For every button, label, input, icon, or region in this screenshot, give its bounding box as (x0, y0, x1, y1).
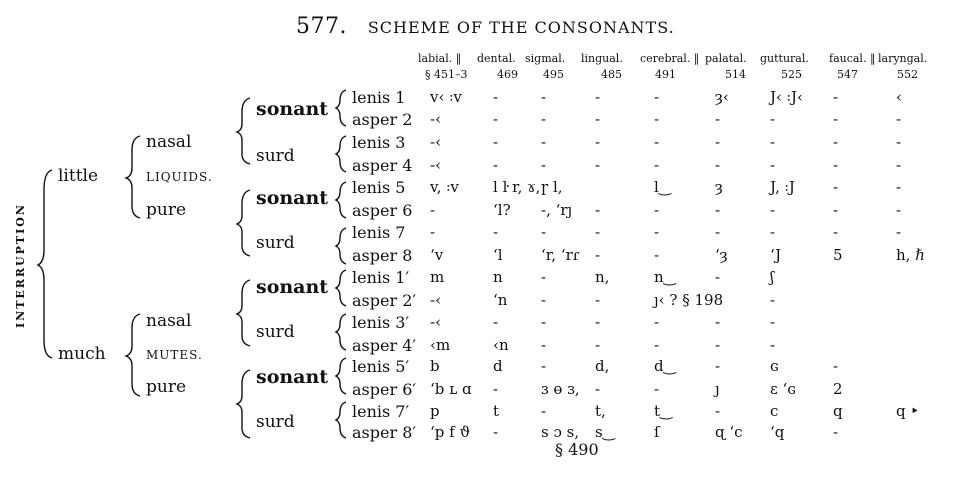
table-cell: l ŀ r, ɤ, (493, 178, 541, 196)
table-cell: - (493, 423, 499, 441)
table-cell: - (654, 223, 660, 241)
table-cell: l‿ (654, 178, 671, 196)
label-pure-2: pure (146, 377, 187, 397)
table-cell: - (595, 133, 601, 151)
row-label: asper 8′ (352, 423, 417, 442)
table-cell: - (770, 133, 776, 151)
label-surd-4: surd (256, 412, 295, 432)
table-cell: - (896, 223, 902, 241)
row-label: asper 2 (352, 110, 413, 129)
table-cell: - (654, 110, 660, 128)
table-cell: - (595, 336, 601, 354)
col-header-faucal: faucal. ‖ (829, 52, 876, 65)
row-label: asper 8 (352, 246, 413, 265)
brace-lenis-asper-2 (336, 136, 346, 172)
label-sonant-4: sonant (256, 366, 329, 388)
table-cell: n‿ (654, 268, 676, 286)
table-cell: -‹ (430, 110, 442, 128)
table-cell: - (715, 268, 721, 286)
table-cell: ȷ (715, 380, 720, 398)
table-cell: - (654, 246, 660, 264)
table-cell: - (654, 336, 660, 354)
row-label: asper 6 (352, 201, 413, 220)
table-cell: - (715, 336, 721, 354)
table-cell: t‿ (654, 402, 673, 420)
col-ref-faucal: 547 (837, 68, 858, 81)
table-cell: - (833, 201, 839, 219)
table-cell: - (896, 133, 902, 151)
table-cell: - (595, 313, 601, 331)
brace-lenis-asper-6 (336, 314, 346, 350)
table-cell: d, (595, 357, 610, 375)
table-cell: - (493, 88, 499, 106)
col-ref-laryngal: 552 (897, 68, 918, 81)
table-cell: - (896, 110, 902, 128)
col-ref-sigmal: 495 (543, 68, 564, 81)
table-cell: - (896, 178, 902, 196)
table-cell: - (770, 156, 776, 174)
table-cell: - (541, 402, 547, 420)
col-header-labial: labial. ‖ (418, 52, 462, 65)
table-cell: - (493, 313, 499, 331)
table-cell: J‹ ꞉J‹ (770, 88, 803, 106)
table-cell: - (770, 223, 776, 241)
table-cell: n, (595, 268, 610, 286)
table-cell: - (595, 88, 601, 106)
table-cell: - (833, 423, 839, 441)
table-cell: v, ꞉v (430, 178, 459, 196)
table-cell: -, ʻrȷ (541, 201, 573, 219)
row-label: asper 2′ (352, 291, 417, 310)
table-cell: ʃ (770, 268, 775, 286)
table-cell: - (715, 156, 721, 174)
row-label: asper 6′ (352, 380, 417, 399)
table-cell: v‹ ꞉v (430, 88, 462, 106)
table-cell: - (833, 110, 839, 128)
table-cell: - (541, 291, 547, 309)
table-cell: - (654, 156, 660, 174)
table-cell: - (541, 133, 547, 151)
table-cell: m (430, 268, 445, 286)
table-cell: - (715, 313, 721, 331)
col-header-laryngal: laryngal. (878, 52, 928, 65)
brace-lenis-asper-8 (336, 402, 346, 438)
table-cell: ʻJ (770, 246, 782, 264)
table-cell: d (493, 357, 503, 375)
table-cell: - (833, 133, 839, 151)
section-title: SCHEME OF THE CONSONANTS. (367, 18, 675, 37)
brace-sonant-surd-4 (237, 370, 250, 438)
table-cell: - (430, 223, 436, 241)
col-ref-palatal: 514 (725, 68, 746, 81)
table-cell: - (595, 380, 601, 398)
table-cell: - (715, 133, 721, 151)
table-cell: ȝ (715, 178, 723, 196)
table-cell: -‹ (430, 313, 442, 331)
brace-lenis-asper-1 (336, 90, 346, 126)
col-header-cerebral: cerebral. ‖ (640, 52, 700, 65)
section-number: 577. (296, 14, 347, 39)
row-label: lenis 7′ (352, 402, 410, 421)
col-header-palatal: palatal. (705, 52, 747, 65)
table-cell: - (493, 156, 499, 174)
label-much: much (58, 344, 106, 364)
row-label: asper 4′ (352, 336, 417, 355)
table-cell: - (541, 268, 547, 286)
row-label: lenis 3′ (352, 313, 410, 332)
label-sonant-3: sonant (256, 276, 329, 298)
col-ref-labial: § 451–3 (425, 68, 468, 81)
table-cell: - (896, 156, 902, 174)
table-cell: - (715, 357, 721, 375)
table-cell: ɢ (770, 357, 779, 375)
table-cell: ‹m (430, 336, 451, 354)
table-cell: - (541, 357, 547, 375)
col-ref-cerebral: 491 (655, 68, 676, 81)
table-cell: q (833, 402, 843, 420)
table-cell: - (770, 110, 776, 128)
label-nasal-1: nasal (146, 132, 192, 152)
table-cell: s ɔ s, (541, 423, 580, 441)
table-cell: -‹ (430, 156, 442, 174)
table-cell: - (770, 291, 776, 309)
table-cell: ʻr, ʻrɾ (541, 246, 580, 264)
table-cell: J, ꞉J (770, 178, 795, 196)
table-cell: ʻn (493, 291, 508, 309)
table-cell: ʻl (493, 246, 503, 264)
col-ref-lingual: 485 (601, 68, 622, 81)
col-header-dental: dental. (477, 52, 516, 65)
brace-lenis-asper-7 (336, 358, 346, 394)
label-sonant-2: sonant (256, 187, 329, 209)
table-cell: ʻl? (493, 201, 511, 219)
table-cell: p (430, 402, 440, 420)
table-cell: ʻȝ (715, 246, 728, 264)
label-sonant-1: sonant (256, 98, 329, 120)
row-label: asper 4 (352, 156, 413, 175)
table-cell: - (770, 201, 776, 219)
table-cell: - (715, 223, 721, 241)
brace-lenis-asper-4 (336, 228, 346, 264)
table-cell: - (595, 201, 601, 219)
label-mutes: MUTES. (146, 348, 203, 362)
table-cell: - (833, 223, 839, 241)
table-cell: -‹ (430, 291, 442, 309)
table-cell: - (493, 380, 499, 398)
table-cell: - (541, 336, 547, 354)
table-cell: ȝ‹ (715, 88, 729, 106)
table-cell: - (541, 223, 547, 241)
table-cell: - (654, 201, 660, 219)
table-cell: - (654, 313, 660, 331)
table-cell: - (430, 201, 436, 219)
table-cell: - (595, 291, 601, 309)
label-little: little (58, 166, 99, 186)
table-cell: ȷ‹ ? § 198 (654, 291, 724, 309)
brace-lenis-asper-5 (336, 270, 346, 306)
table-cell: - (896, 201, 902, 219)
col-header-lingual: lingual. (581, 52, 623, 65)
table-cell: - (595, 246, 601, 264)
table-cell: 2 (833, 380, 843, 398)
table-cell: - (715, 110, 721, 128)
label-nasal-2: nasal (146, 311, 192, 331)
col-ref-dental: 469 (497, 68, 518, 81)
table-cell: - (833, 357, 839, 375)
interruption-label: INTERRUPTION (14, 203, 27, 328)
table-cell: - (654, 88, 660, 106)
row-label: lenis 5 (352, 178, 406, 197)
label-pure-1: pure (146, 200, 187, 220)
label-surd-2: surd (256, 233, 295, 253)
table-cell: ‹ (896, 88, 902, 106)
brace-sonant-surd-2 (237, 190, 250, 256)
table-cell: b (430, 357, 440, 375)
table-cell: - (770, 336, 776, 354)
row-label: lenis 3 (352, 133, 406, 152)
table-cell: ſ (654, 423, 660, 441)
table-cell: - (833, 88, 839, 106)
row-label: lenis 1 (352, 88, 406, 107)
table-cell: d‿ (654, 357, 676, 375)
brace-mutes (126, 314, 140, 396)
table-cell: - (770, 313, 776, 331)
table-cell: - (654, 380, 660, 398)
table-cell: - (493, 223, 499, 241)
table-cell: - (595, 110, 601, 128)
label-surd-1: surd (256, 146, 295, 166)
table-cell: t (493, 402, 500, 420)
table-cell: s‿ (595, 423, 615, 441)
table-cell: - (541, 156, 547, 174)
table-cell: q ‣ (896, 402, 920, 420)
table-cell: n (493, 268, 503, 286)
table-cell: - (541, 313, 547, 331)
table-cell: - (833, 156, 839, 174)
table-cell: - (833, 178, 839, 196)
table-cell: ʻp f ϑ (430, 423, 471, 441)
table-cell: - (595, 223, 601, 241)
label-surd-3: surd (256, 322, 295, 342)
footnote-ref: § 490 (555, 440, 599, 459)
table-cell: ʻb ʟ ɑ (430, 380, 472, 398)
table-cell: - (541, 110, 547, 128)
brace-sonant-surd-1 (237, 98, 250, 164)
table-cell: ɋ ʻc (715, 423, 743, 441)
table-cell: h, ℏ (896, 246, 925, 264)
table-cell: - (595, 156, 601, 174)
col-ref-guttural: 525 (781, 68, 802, 81)
table-cell: - (493, 133, 499, 151)
brace-liquids (126, 136, 140, 218)
row-label: lenis 7 (352, 223, 406, 242)
col-header-sigmal: sigmal. (525, 52, 566, 65)
table-cell: ɼ l, (541, 178, 563, 196)
table-cell: c (770, 402, 779, 420)
table-cell: ‹n (493, 336, 509, 354)
col-header-guttural: guttural. (760, 52, 809, 65)
brace-little-much (38, 170, 52, 358)
row-label: lenis 1′ (352, 268, 410, 287)
table-cell: - (654, 133, 660, 151)
row-label: lenis 5′ (352, 357, 410, 376)
table-cell: 5 (833, 246, 843, 264)
table-cell: ʻq (770, 423, 785, 441)
table-cell: t, (595, 402, 606, 420)
table-cell: - (541, 88, 547, 106)
label-liquids: LIQUIDS. (146, 170, 213, 184)
table-cell: ʻv (430, 246, 444, 264)
table-cell: - (715, 201, 721, 219)
table-cell: - (493, 110, 499, 128)
table-cell: ɜ ɵ ɜ, (541, 380, 580, 398)
table-cell: -‹ (430, 133, 442, 151)
table-cell: - (715, 402, 721, 420)
brace-lenis-asper-3 (336, 182, 346, 218)
brace-sonant-surd-3 (237, 280, 250, 346)
table-cell: ɛ ʻɢ (770, 380, 797, 398)
